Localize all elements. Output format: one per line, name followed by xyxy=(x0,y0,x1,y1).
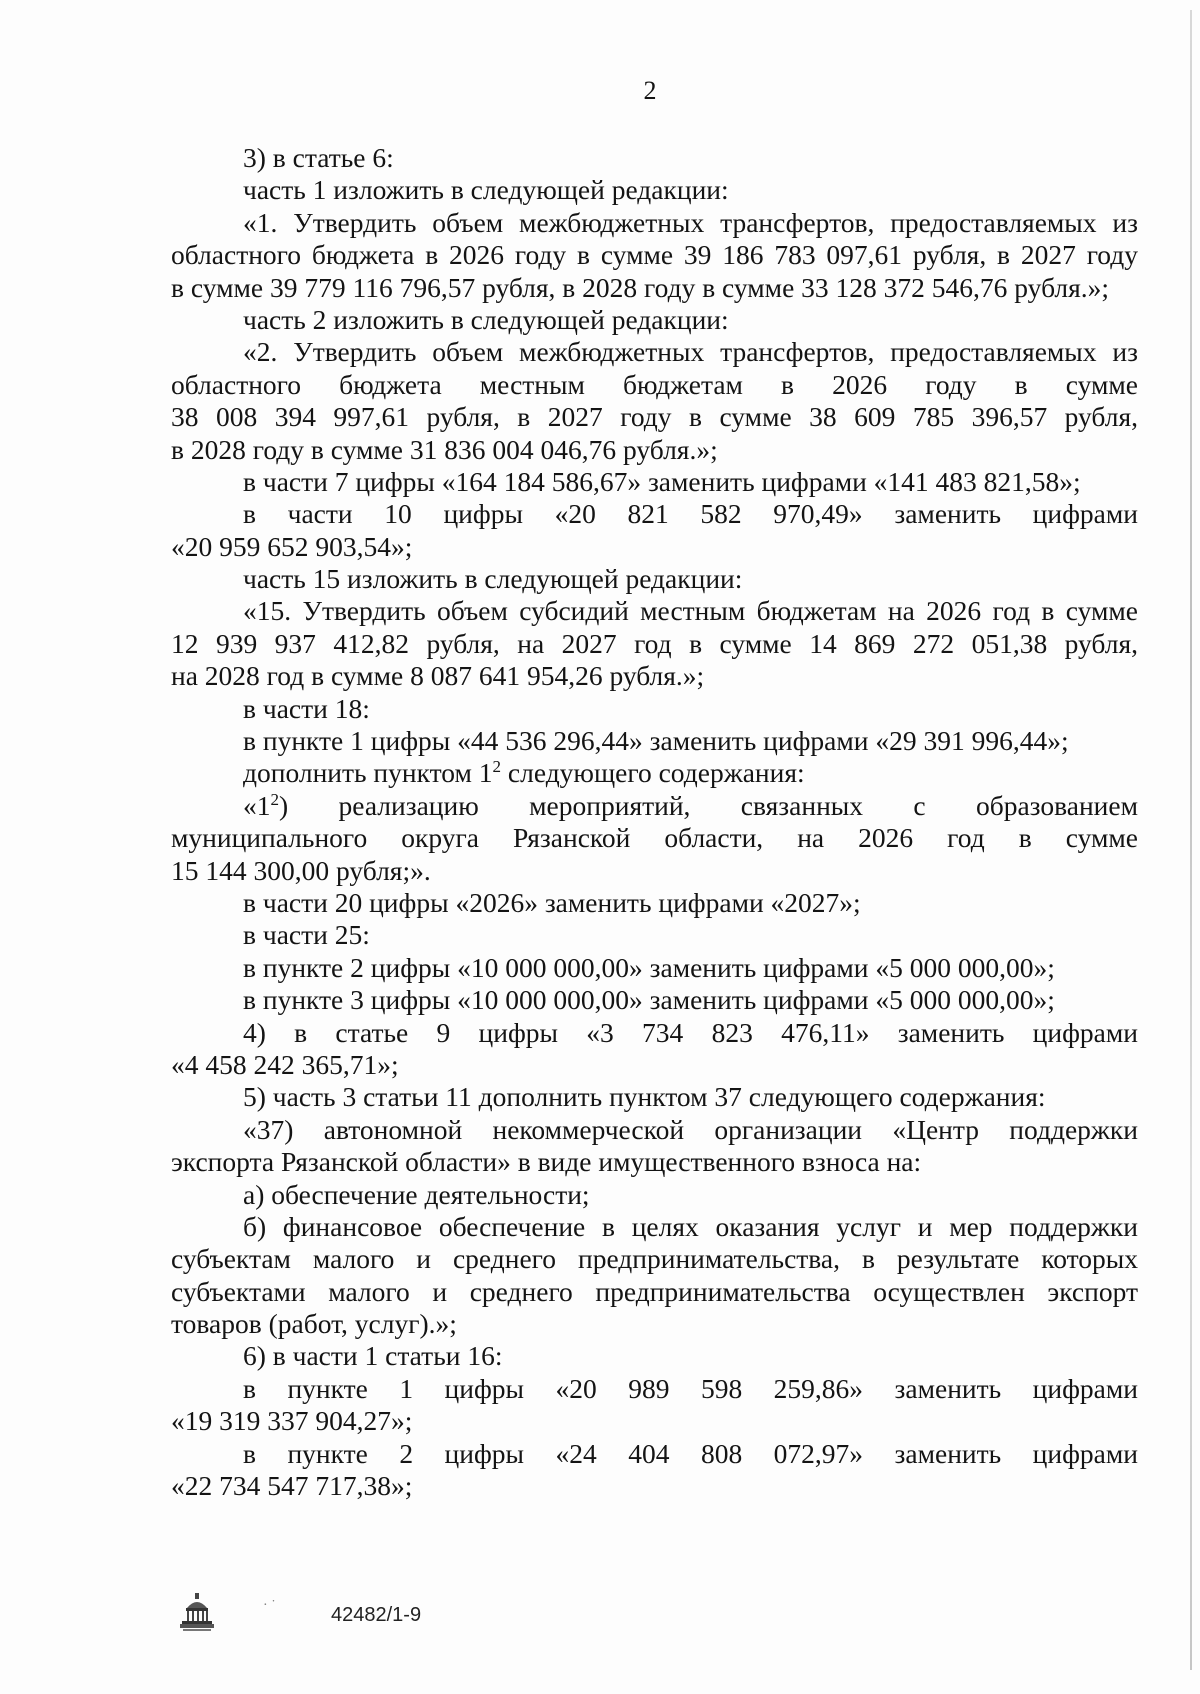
text-line: «37) автономной некоммерческой организации «Центр поддержки xyxy=(243,1113,1138,1145)
text-line: часть 2 изложить в следующей редакции: xyxy=(243,303,729,335)
text-line: в пункте 1 цифры «20 989 598 259,86» заменить цифрами xyxy=(243,1372,1138,1404)
text-fragment: следующего содержания: xyxy=(501,757,805,789)
text-line: «1. Утвердить объем межбюджетных трансфертов, предоставляемых из xyxy=(243,206,1138,238)
text-line: «22 734 547 717,38»; xyxy=(171,1470,413,1502)
text-line: «4 458 242 365,71»; xyxy=(171,1048,399,1080)
text-line: на 2028 год в сумме 8 087 641 954,26 рубля.»; xyxy=(171,660,705,692)
duma-building-icon xyxy=(177,1592,217,1634)
text-line: 6) в части 1 статьи 16: xyxy=(243,1340,503,1372)
scan-noise-dots: · ˙ xyxy=(263,1598,276,1613)
text-line: субъектам малого и среднего предпринимательства, в результате которых xyxy=(171,1243,1138,1275)
text-line: экспорта Рязанской области» в виде имущественного взноса на: xyxy=(171,1146,922,1178)
text-line: часть 1 изложить в следующей редакции: xyxy=(243,174,729,206)
text-line: субъектами малого и среднего предпринимательства осуществлен экспорт xyxy=(171,1275,1138,1307)
text-line: 38 008 394 997,61 рубля, в 2027 году в сумме 38 609 785 396,57 рубля, xyxy=(171,401,1138,433)
document-code: 42482/1-9 xyxy=(331,1604,422,1626)
text-line: 3) в статье 6: xyxy=(243,142,394,173)
text-line: областного бюджета местным бюджетам в 2026 году в сумме xyxy=(171,368,1138,400)
text-line: в сумме 39 779 116 796,57 рубля, в 2028 году в сумме 33 128 372 546,76 рубля.»; xyxy=(171,271,1110,303)
text-line: 12 939 937 412,82 рубля, на 2027 год в сумме 14 869 272 051,38 рубля, xyxy=(171,627,1138,659)
text-line: в части 7 цифры «164 184 586,67» заменить цифрами «141 483 821,58»; xyxy=(243,465,1081,497)
text-line: в части 10 цифры «20 821 582 970,49» заменить цифрами xyxy=(243,498,1138,530)
text-line: в части 18: xyxy=(243,692,370,724)
text-line: в пункте 2 цифры «24 404 808 072,97» заменить цифрами xyxy=(243,1437,1138,1469)
text-line: в 2028 году в сумме 31 836 004 046,76 рубля.»; xyxy=(171,433,718,465)
text-fragment: дополнить пунктом 1 xyxy=(243,757,493,789)
text-line: 15 144 300,00 рубля;». xyxy=(171,854,431,886)
text-line: 4) в статье 9 цифры «3 734 823 476,11» заменить цифрами xyxy=(243,1016,1138,1048)
text-line: б) финансовое обеспечение в целях оказания услуг и мер поддержки xyxy=(243,1210,1138,1242)
page-number: 2 xyxy=(643,76,657,105)
text-line xyxy=(171,790,1138,822)
text-line: в пункте 1 цифры «44 536 296,44» заменить цифрами «29 391 996,44»; xyxy=(243,725,1069,757)
text-fragment: «1 xyxy=(243,789,271,821)
text-line: областного бюджета в 2026 году в сумме 39 186 783 097,61 рубля, в 2027 году xyxy=(171,239,1138,271)
document-body xyxy=(171,142,1138,1502)
text-line: в пункте 3 цифры «10 000 000,00» заменить цифрами «5 000 000,00»; xyxy=(243,984,1055,1016)
text-line: товаров (работ, услуг).»; xyxy=(171,1308,457,1340)
text-line: а) обеспечение деятельности; xyxy=(243,1178,590,1210)
text-line: в части 20 цифры «2026» заменить цифрами «2027»; xyxy=(243,886,861,918)
text-line: часть 15 изложить в следующей редакции: xyxy=(243,563,743,595)
text-line: в пункте 2 цифры «10 000 000,00» заменить цифрами «5 000 000,00»; xyxy=(243,951,1055,983)
text-line: «19 319 337 904,27»; xyxy=(171,1405,413,1437)
text-line: «15. Утвердить объем субсидий местным бюджетам на 2026 год в сумме xyxy=(243,595,1138,627)
text-line: «2. Утвердить объем межбюджетных трансфертов, предоставляемых из xyxy=(243,336,1138,368)
scan-edge-shadow xyxy=(1190,10,1192,1670)
text-line: «20 959 652 903,54»; xyxy=(171,530,413,562)
text-line: муниципального округа Рязанской области, на 2026 год в сумме xyxy=(171,822,1138,854)
text-fragment: ) реализацию мероприятий, связанных с образованием xyxy=(279,789,1138,821)
superscript: 2 xyxy=(492,757,502,777)
document-footer xyxy=(171,1598,771,1638)
superscript: 2 xyxy=(270,789,280,809)
text-line: 5) часть 3 статьи 11 дополнить пунктом 37 следующего содержания: xyxy=(243,1081,1046,1113)
text-line xyxy=(171,757,1138,789)
text-line: в части 25: xyxy=(243,919,370,951)
